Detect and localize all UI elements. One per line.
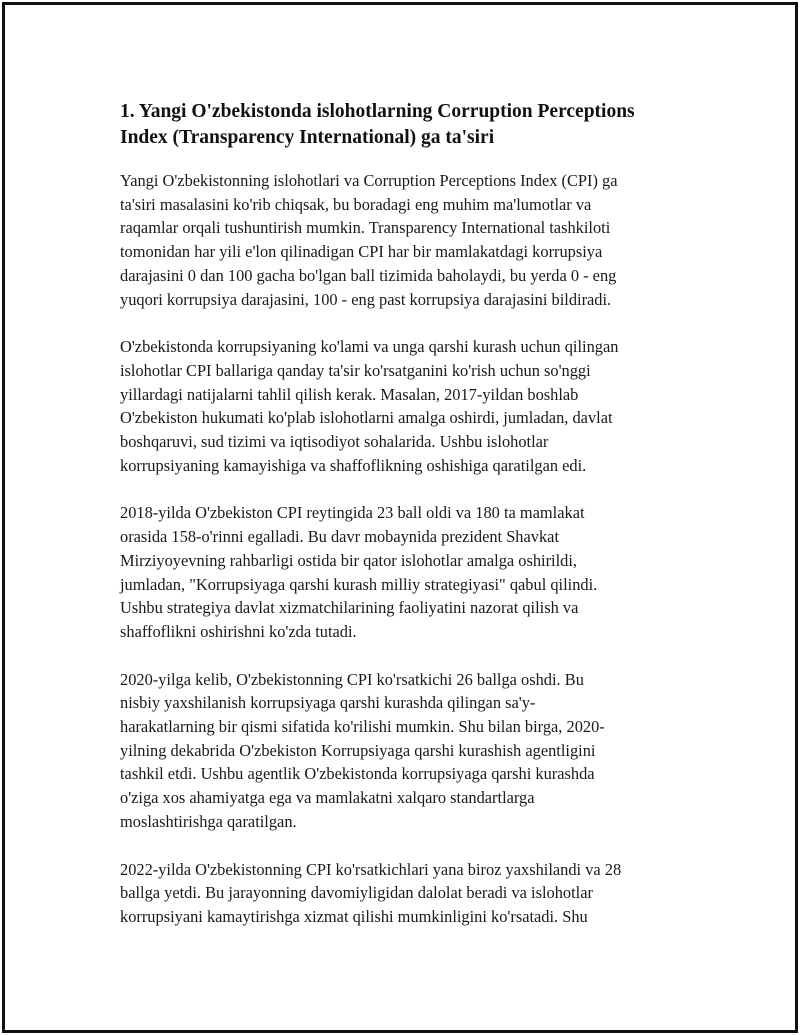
document-title: 1. Yangi O'zbekistonda islohotlarning Corruption Perceptions Index (Transparency International) ga ta'siri xyxy=(120,101,635,148)
paragraph-2022: 2022-yilda O'zbekistonning CPI ko'rsatkichlari yana biroz yaxshilandi va 28 ballga yetdi. Bu jarayonning davomiyligidan dalolat beradi va islohotlar korrupsiyani kamaytirishga xizmat qilishi mumkinligini ko'rsatadi. Shu xyxy=(120,859,622,926)
paragraph-intro: Yangi O'zbekistonning islohotlari va Corruption Perceptions Index (CPI) ga ta'siri masalasini ko'rib chiqsak, bu boradagi eng muhim ma'lumotlar va raqamlar orqali tushuntirish mumkin. Transparency International tashkiloti tomonidan har yili e'lon qilinadigan CPI har bir mamlakatdagi korrupsiya darajasini 0 dan 100 gacha bo'lgan ball tizimida baholaydi, bu yerda 0 - eng yuqori korrupsiya darajasini, 100 - eng past korrupsiya darajasini bildiradi. xyxy=(120,171,618,309)
paragraph-2018: 2018-yilda O'zbekiston CPI reytingida 23 ball oldi va 180 ta mamlakat orasida 158-o'rinni egalladi. Bu davr mobaynida prezident Shavkat Mirziyoyevning rahbarligi ostida bir qator islohotlar amalga oshirildi, jumladan, "Korrupsiyaga qarshi kurash milliy strategiyasi" qabul qilindi. Ushbu strategiya davlat xizmatchilarining faoliyatini nazorat qilish va shaffoflikni oshirishni ko'zda tutadi. xyxy=(120,503,598,641)
paragraph-2020: 2020-yilga kelib, O'zbekistonning CPI ko'rsatkichi 26 ballga oshdi. Bu nisbiy yaxshilanish korrupsiyaga qarshi kurashda qilingan sa'y- harakatlarning bir qismi sifatida ko'rilishi mumkin. Shu bilan birga, 2020- yilning dekabrida O'zbekiston Korrupsiyaga qarshi kurashish agentligini tashkil etdi. Ushbu agentlik O'zbekistonda korrupsiyaga qarshi kurashda o'ziga xos ahamiyatga ega va mamlakatni xalqaro standartlarga moslashtirishga qaratilgan. xyxy=(120,669,605,831)
document-body xyxy=(120,99,695,953)
paragraph-reforms: O'zbekistonda korrupsiyaning ko'lami va unga qarshi kurash uchun qilingan islohotlar CPI ballariga qanday ta'sir ko'rsatganini ko'rish uchun so'nggi yillardagi natijalarni tahlil qilish kerak. Masalan, 2017-yildan boshlab O'zbekiston hukumati ko'plab islohotlarni amalga oshirdi, jumladan, davlat boshqaruvi, sud tizimi va iqtisodiyot sohalarida. Ushbu islohotlar korrupsiyaning kamayishiga va shaffoflikning oshishiga qaratilgan edi. xyxy=(120,337,619,475)
page-frame xyxy=(2,2,798,1033)
